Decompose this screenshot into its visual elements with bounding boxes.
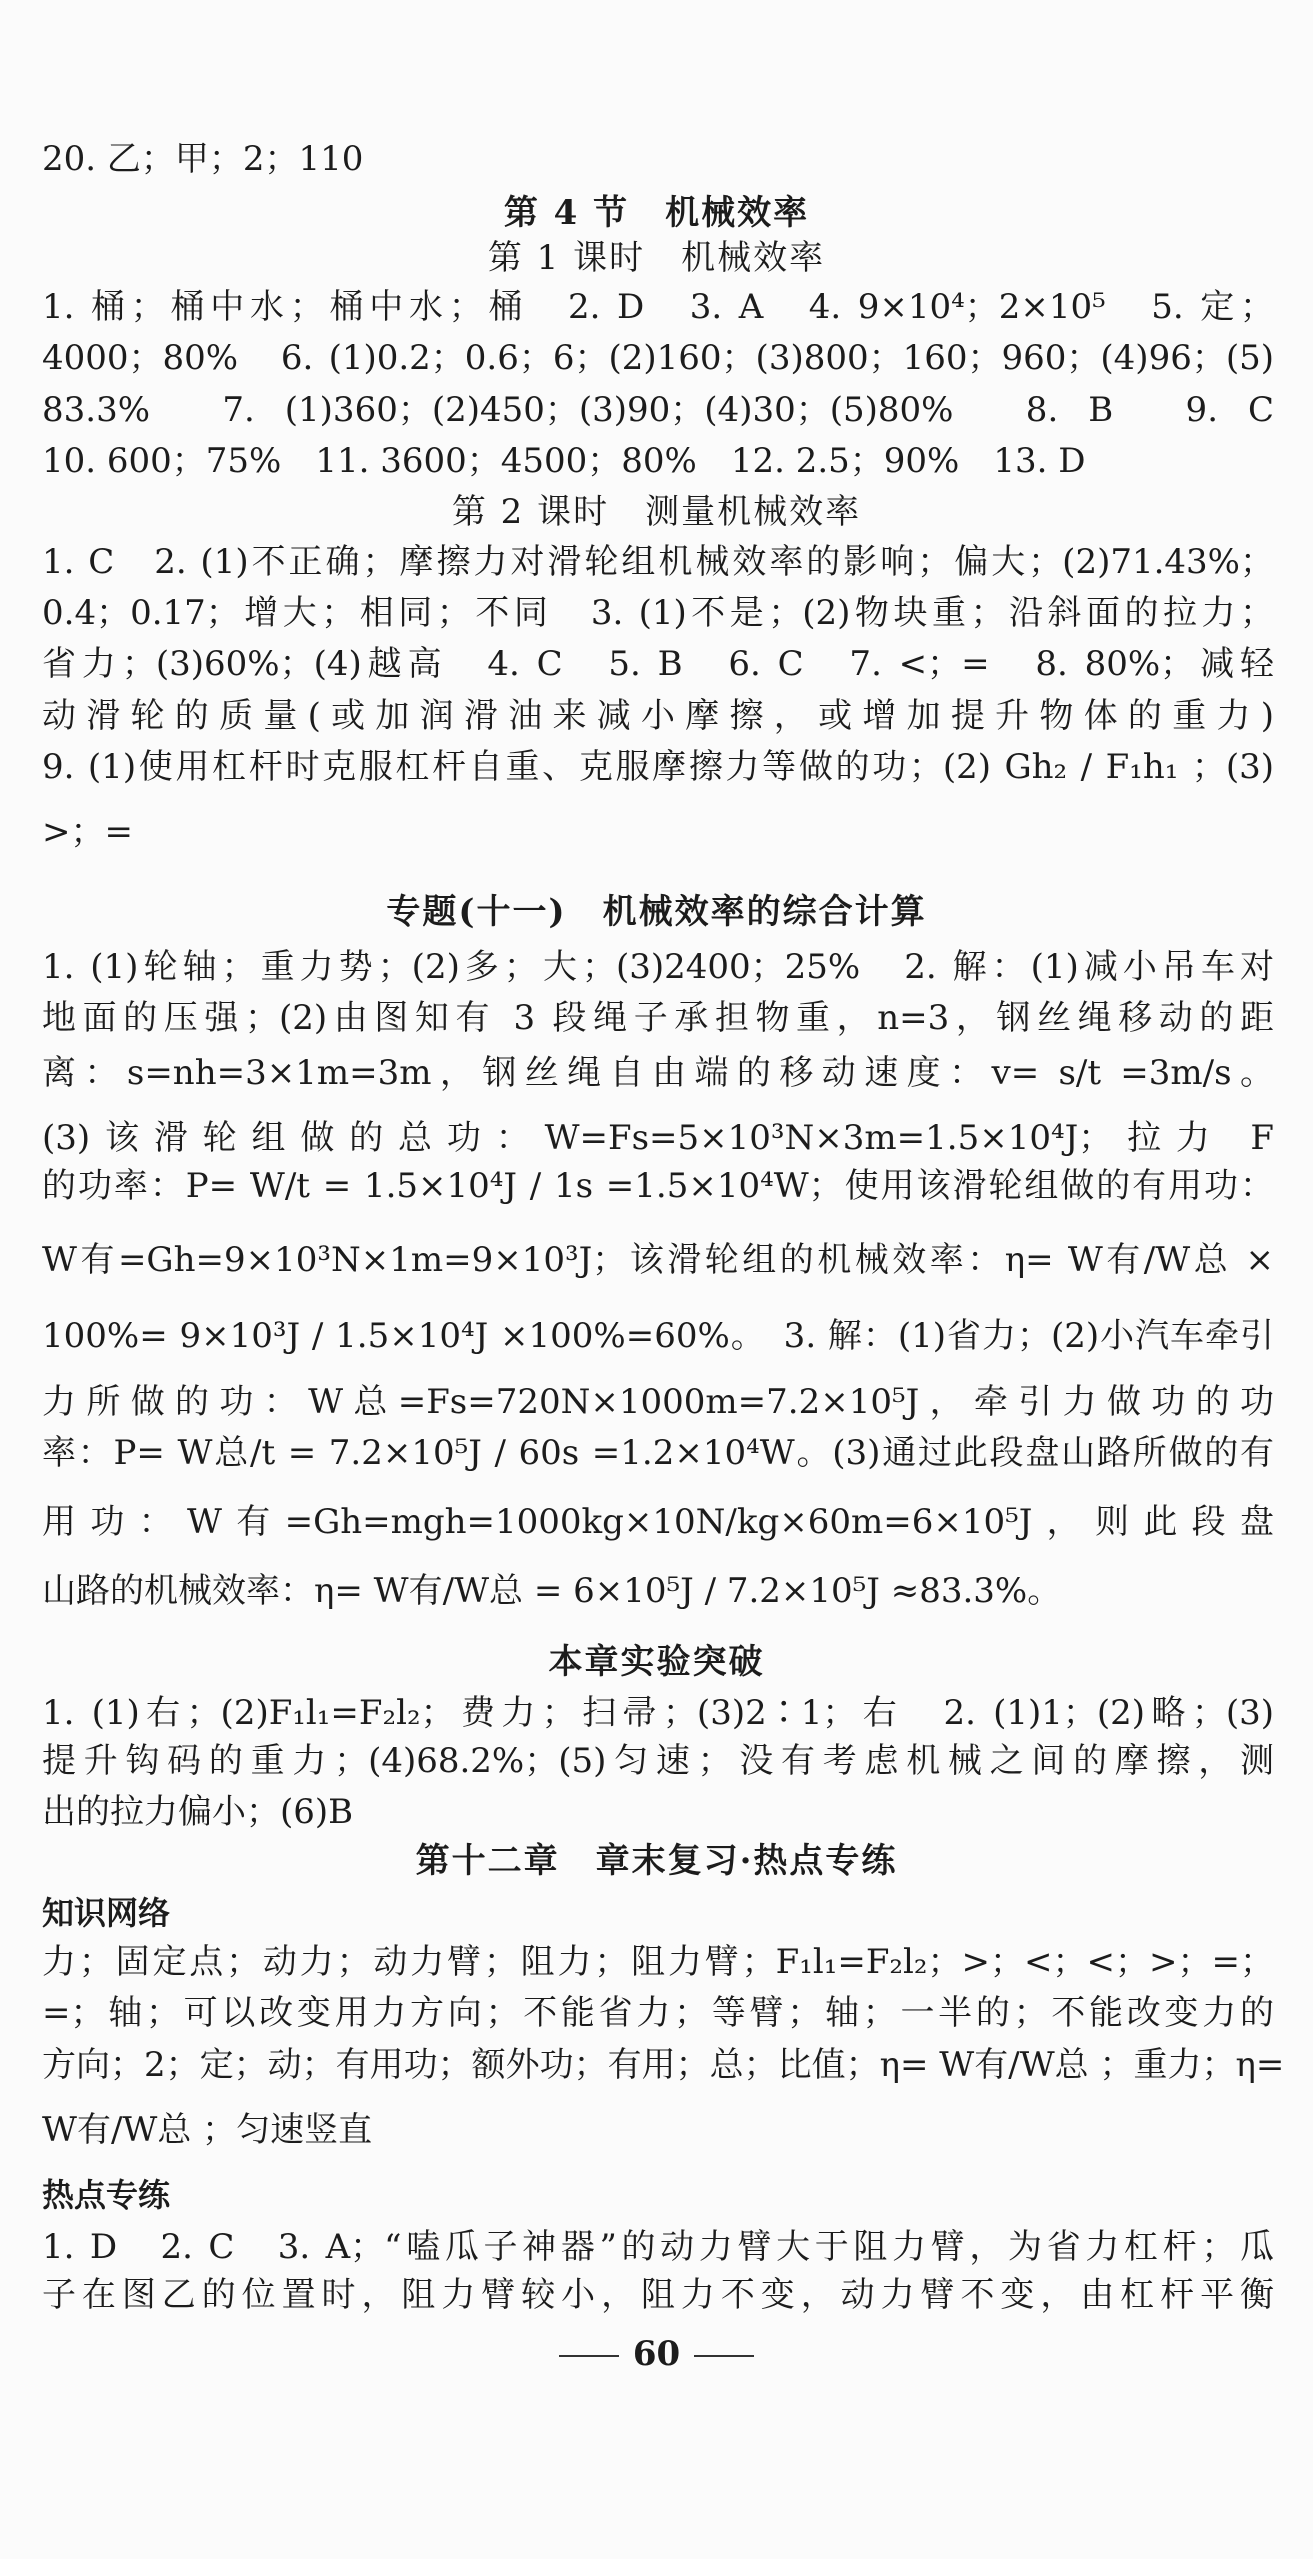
answer-line: 率：P= W总/t = 7.2×10⁵J / 60s =1.2×10⁴W。(3)通过此段盘山路所做的有 [42,1433,1274,1473]
section-heading: 第 1 课时 机械效率 [487,238,826,278]
answer-line: 力所做的功：W总=Fs=720N×1000m=7.2×10⁵J，牵引力做功的功 [42,1382,1274,1422]
page-number-right-dash [694,2355,754,2357]
section-label: 热点专练 [42,2176,171,2214]
answer-line: 83.3% 7. (1)360；(2)450；(3)90；(4)30；(5)80% 8. B 9. C [42,390,1274,430]
answer-line: >；= [42,812,133,852]
answer-line: W有=Gh=9×10³N×1m=9×10³J；该滑轮组的机械效率：η= W有/W总 × [42,1240,1274,1280]
answer-line: 0.4；0.17；增大；相同；不同 3. (1)不是；(2)物块重；沿斜面的拉力； [42,593,1274,633]
answer-line: 山路的机械效率：η= W有/W总 = 6×10⁵J / 7.2×10⁵J ≈83.3%。 [42,1571,1062,1611]
section-heading: 第十二章 章末复习·热点专练 [415,1841,898,1881]
answer-line: 提升钩码的重力；(4)68.2%；(5)匀速；没有考虑机械之间的摩擦，测 [42,1741,1274,1781]
section-heading: 第 4 节 机械效率 [503,193,810,233]
answer-line: 1. (1)右；(2)F₁l₁=F₂l₂；费力；扫帚；(3)2∶1；右 2. (1)1；(2)略；(3) [42,1693,1274,1733]
answer-line: W有/W总 ；匀速竖直 [42,2110,373,2150]
answer-line: 用功：W有=Gh=mgh=1000kg×10N/kg×60m=6×10⁵J，则此段盘 [42,1502,1274,1542]
section-heading: 第 2 课时 测量机械效率 [451,492,862,532]
answer-line: 100%= 9×10³J / 1.5×10⁴J ×100%=60%。 3. 解：(1)省力；(2)小汽车牵引 [42,1316,1274,1356]
answer-line: 9. (1)使用杠杆时克服杠杆自重、克服摩擦力等做的功；(2) Gh₂ / F₁h₁ ；(3) [42,747,1274,787]
answer-line: 子在图乙的位置时，阻力臂较小，阻力不变，动力臂不变，由杠杆平衡 [42,2275,1274,2315]
section-heading: 专题(十一) 机械效率的综合计算 [386,892,927,932]
section-heading: 本章实验突破 [548,1642,765,1682]
answer-line: 方向；2；定；动；有用功；额外功；有用；总；比值；η= W有/W总 ；重力；η= [42,2045,1285,2085]
answer-line: 1. 桶；桶中水；桶中水；桶 2. D 3. A 4. 9×10⁴；2×10⁵ 5. 定； [42,287,1274,327]
answer-line: 20. 乙；甲；2；110 [42,139,364,179]
answer-line: 的功率：P= W/t = 1.5×10⁴J / 1s =1.5×10⁴W；使用该滑轮组做的有用功： [42,1166,1274,1206]
answer-line: 出的拉力偏小；(6)B [42,1792,354,1832]
answer-line: 离：s=nh=3×1m=3m，钢丝绳自由端的移动速度：v= s/t =3m/s。 [42,1053,1274,1093]
page-number [0,2334,1313,2374]
section-label: 知识网络 [42,1894,171,1932]
page-number-left-dash [559,2355,619,2357]
answer-line: 省力；(3)60%；(4)越高 4. C 5. B 6. C 7. <；= 8. 80%；减轻 [42,644,1274,684]
answer-line: 1. (1)轮轴；重力势；(2)多；大；(3)2400；25% 2. 解：(1)减小吊车对 [42,947,1274,987]
answer-line: 力；固定点；动力；动力臂；阻力；阻力臂；F₁l₁=F₂l₂；>；<；<；>；=； [42,1942,1274,1982]
answer-line: (3)该滑轮组做的总功：W=Fs=5×10³N×3m=1.5×10⁴J；拉力 F [42,1118,1274,1158]
answer-line: 10. 600；75% 11. 3600；4500；80% 12. 2.5；90% 13. D [42,441,1086,481]
answer-line: =；轴；可以改变用力方向；不能省力；等臂；轴；一半的；不能改变力的 [42,1993,1274,2033]
answer-line: 4000；80% 6. (1)0.2；0.6；6；(2)160；(3)800；160；960；(4)96；(5) [42,338,1274,378]
answer-line: 动滑轮的质量(或加润滑油来减小摩擦，或增加提升物体的重力) [42,696,1274,736]
answer-line: 1. C 2. (1)不正确；摩擦力对滑轮组机械效率的影响；偏大；(2)71.43%； [42,542,1274,582]
page-number-text: 60 [632,2334,681,2374]
answer-line: 1. D 2. C 3. A；“嗑瓜子神器”的动力臂大于阻力臂，为省力杠杆；瓜 [42,2227,1274,2267]
answer-line: 地面的压强；(2)由图知有 3 段绳子承担物重，n=3，钢丝绳移动的距 [42,998,1274,1038]
